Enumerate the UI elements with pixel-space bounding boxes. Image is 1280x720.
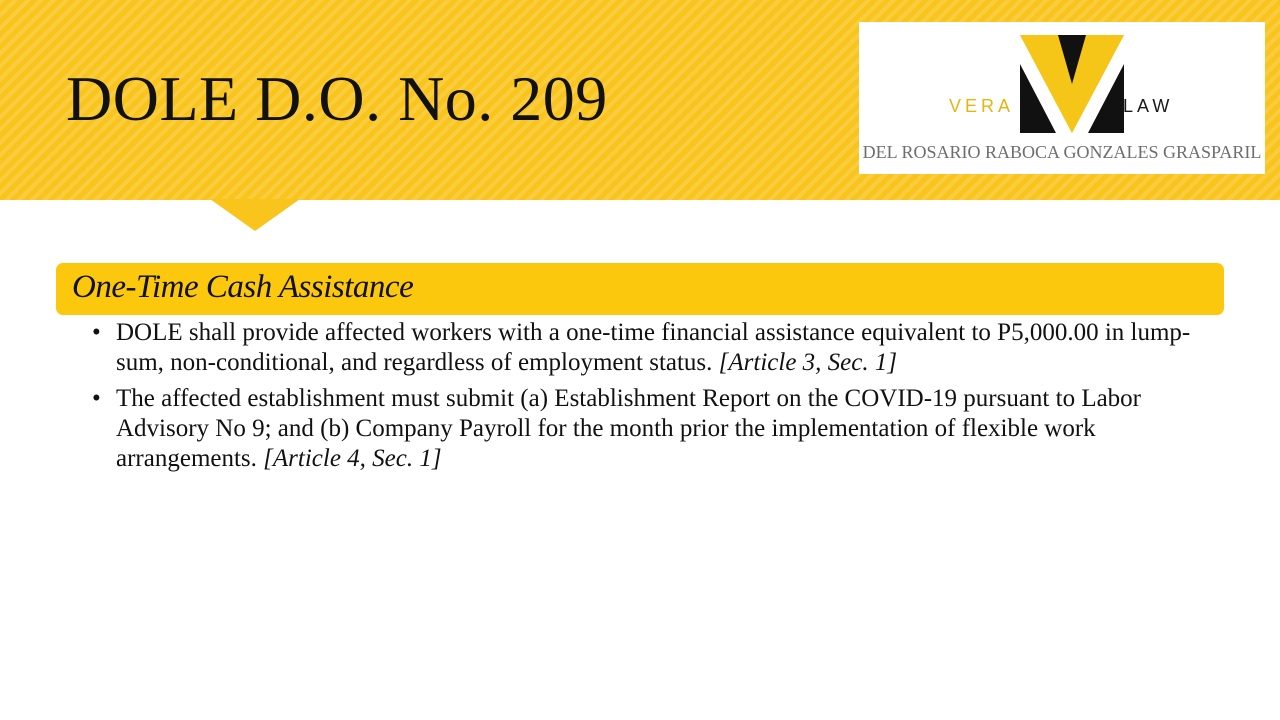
- banner-pointer: [210, 199, 300, 231]
- logo-partners-text: DEL ROSARIO RABOCA GONZALES GRASPARIL: [862, 142, 1262, 162]
- firm-logo: [859, 22, 1265, 174]
- bullet-item: [92, 384, 1212, 474]
- logo-word-law: LAW: [1123, 96, 1174, 116]
- bullet-text: DOLE shall provide affected workers with a one-time financial assistance equivalent to P5,000.00 in lump-sum, non-conditional, and regardless of employment status.: [116, 319, 1191, 376]
- section-title: One-Time Cash Assistance: [72, 269, 414, 305]
- section-header-bar: [56, 263, 1224, 315]
- bullet-citation: [Article 4, Sec. 1]: [263, 445, 442, 472]
- bullet-marker: •: [92, 319, 101, 346]
- bullet-item: [92, 318, 1212, 378]
- bullet-list: [92, 318, 1212, 480]
- slide-title: DOLE D.O. No. 209: [66, 63, 608, 134]
- bullet-marker: •: [92, 385, 101, 412]
- bullet-citation: [Article 3, Sec. 1]: [718, 349, 898, 376]
- logo-word-vera: VERA: [949, 96, 1015, 116]
- bullet-text: The affected establishment must submit (a) Establishment Report on the COVID-19 pursuant to Labor Advisory No 9; and (b) Company Payroll for the month prior the implementation of flexible work arrangements.: [116, 385, 1142, 472]
